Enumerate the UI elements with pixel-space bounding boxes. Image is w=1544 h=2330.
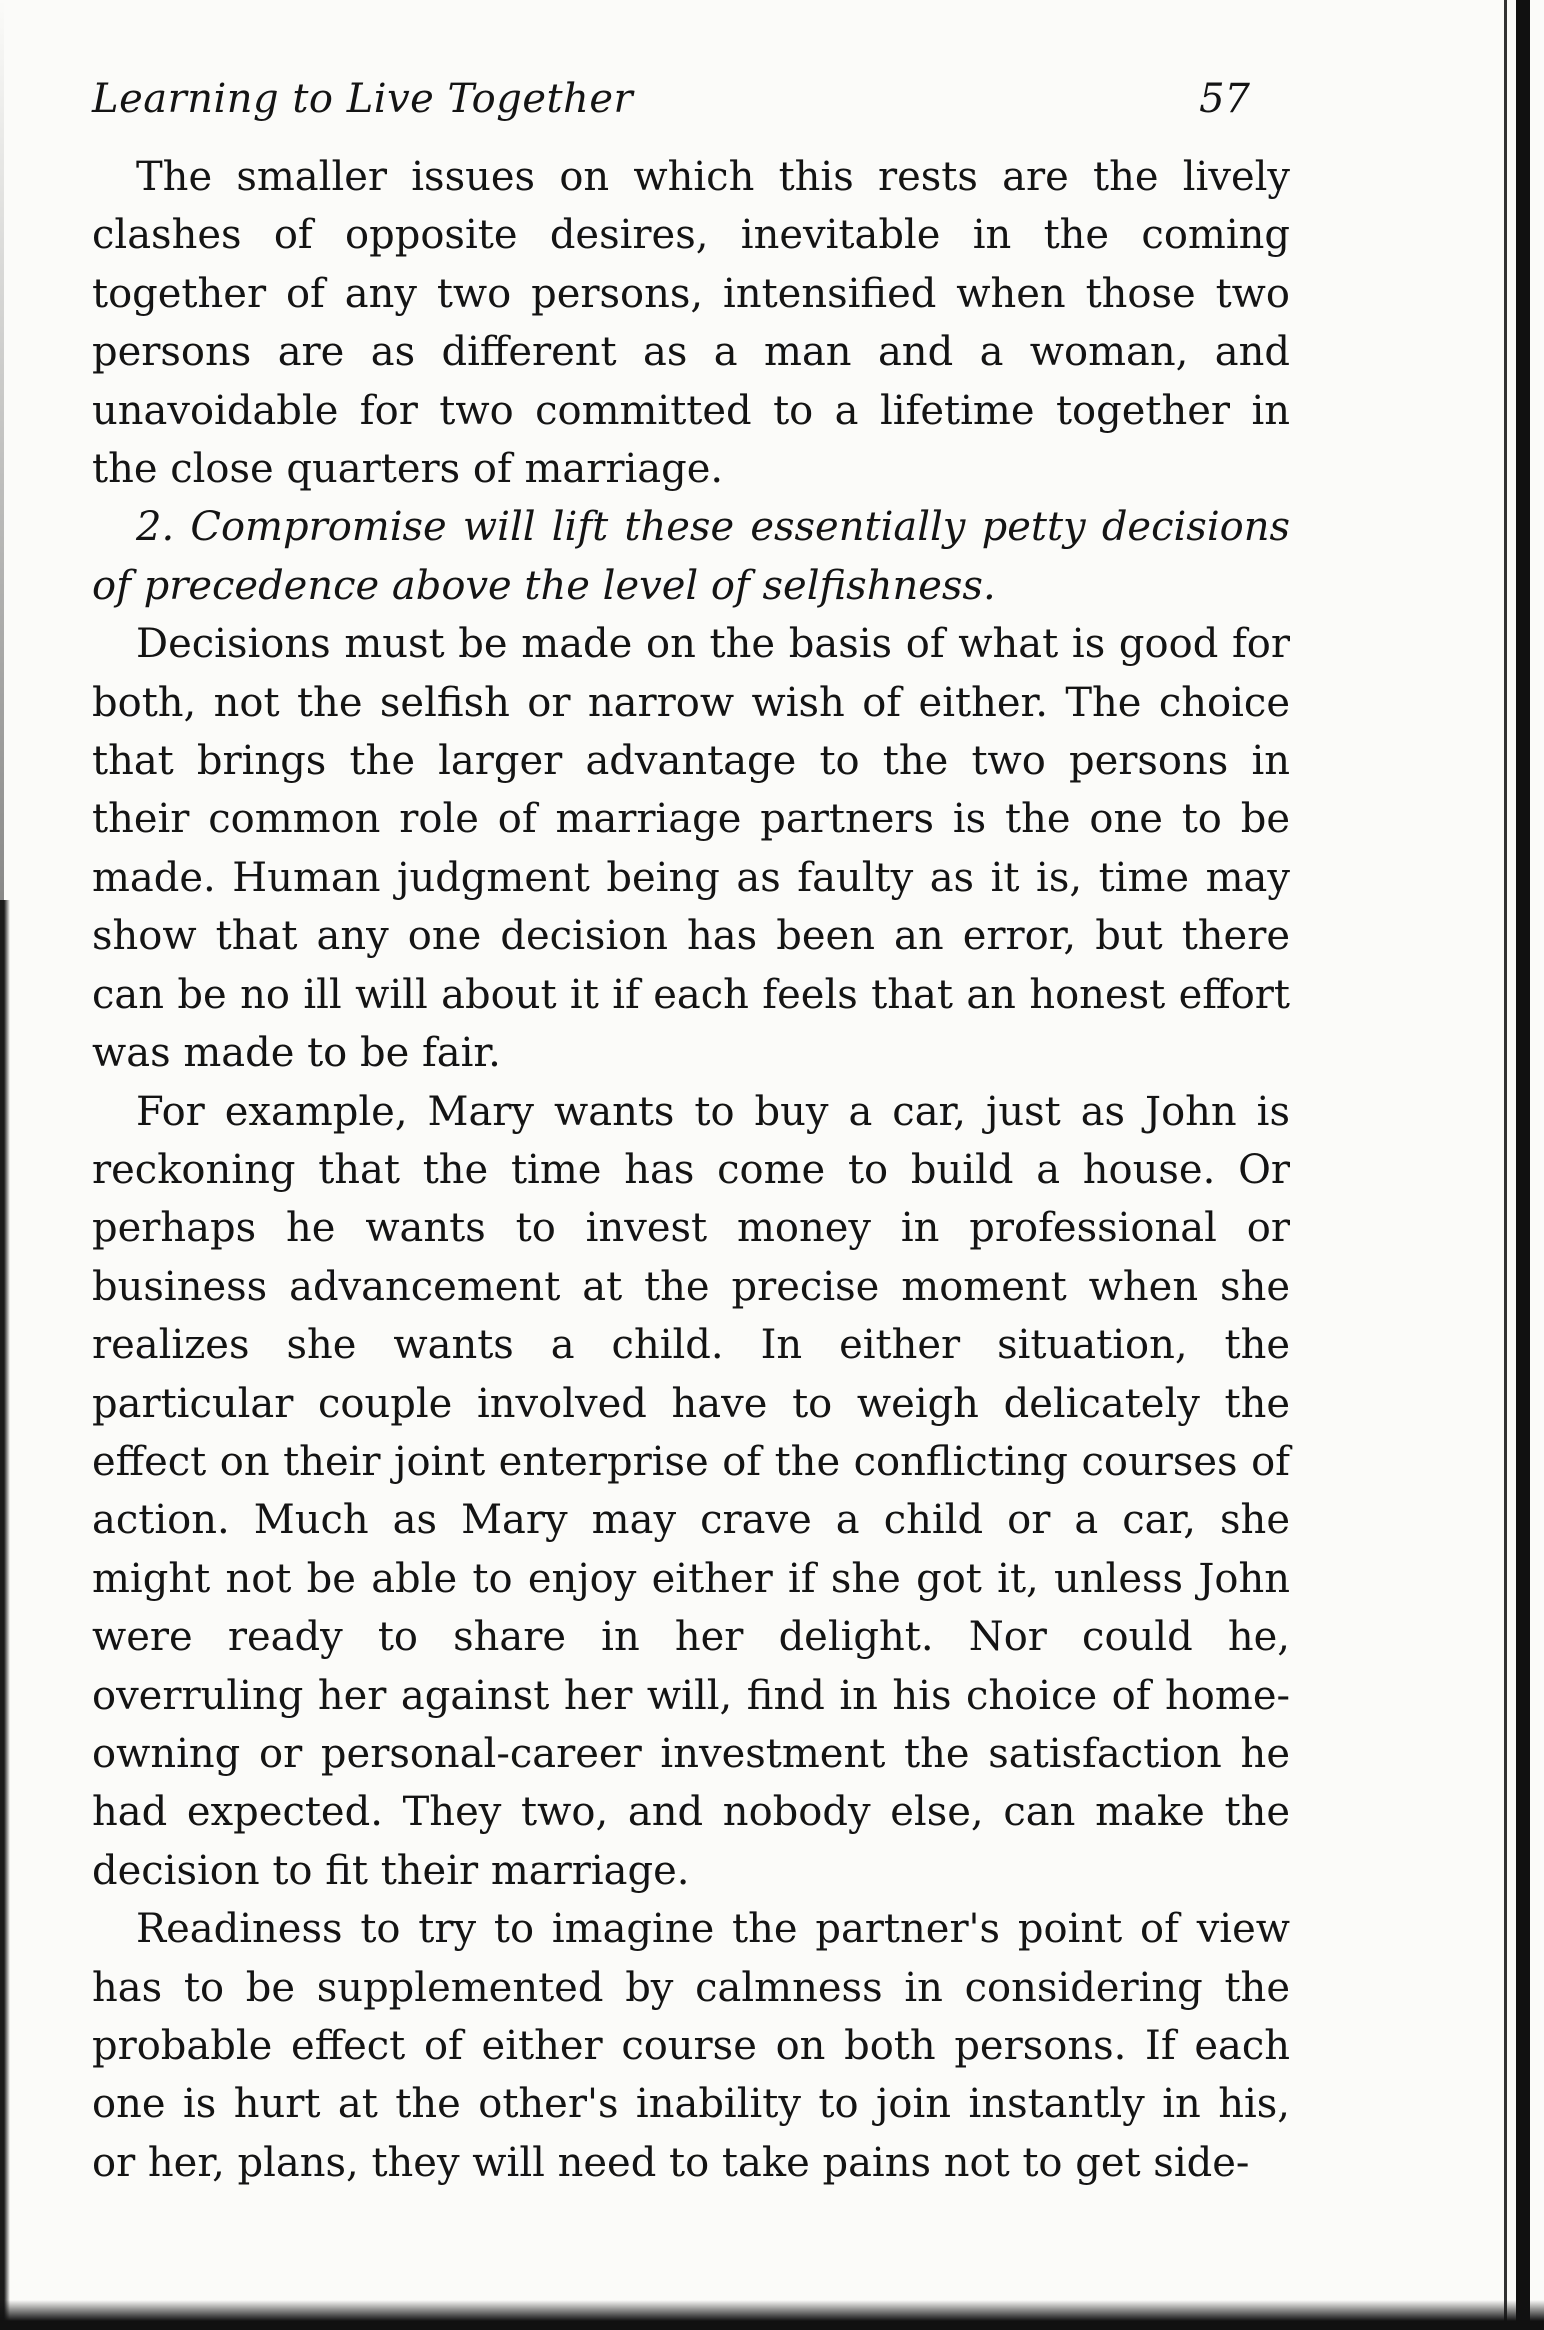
paragraph-2-heading: 2. Compromise will lift these essentially petty decisions of precedence above the level of selfishness. [92, 504, 1290, 609]
page-edge-right-line [1504, 0, 1507, 2330]
running-head [92, 76, 1290, 148]
running-title: Learning to Live Together [92, 76, 634, 122]
page-content [92, 76, 1290, 2192]
page-number: 57 [1199, 76, 1250, 122]
paragraph-3: Decisions must be made on the basis of what is good for both, not the selfish or narrow wish of either. The choice that brings the larger advantage to the two persons in their common role of marriage partners is the one to be made. Human judgment being as faulty as it is, time may show that any one decision has been an error, but there can be no ill will about it if each feels that an honest effort was made to be fair. [92, 621, 1290, 1077]
page-shadow-left [0, 900, 10, 2330]
paragraph-4: For example, Mary wants to buy a car, just as John is reckoning that the time has come to build a house. Or perhaps he wants to invest money in professional or business advancement at the precise moment when she realizes she wants a child. In either situation, the particular couple involved have to weigh delicately the effect on their joint enterprise of the conflicting courses of action. Much as Mary may crave a child or a car, she might not be able to enjoy either if she got it, unless John were ready to share in her delight. Nor could he, overruling her against her will, find in his choice of home-owning or personal-career investment the satisfaction he had expected. They two, and nobody else, can make the decision to fit their marriage. [92, 1088, 1290, 1894]
page-shadow-left-top [0, 0, 4, 900]
page-shadow-bottom [0, 2300, 1544, 2330]
paragraph-5: Readiness to try to imagine the partner's point of view has to be supplemented by calmness in considering the probable effect of either course on both persons. If each one is hurt at the other's inability to join instantly in his, or her, plans, they will need to take pains not to get side- [92, 1906, 1290, 2186]
page-edge-right [1516, 0, 1530, 2330]
paragraph-1: The smaller issues on which this rests are the lively clashes of opposite desires, inevitable in the coming together of any two persons, intensified when those two persons are as different as a man and a woman, and unavoidable for two committed to a lifetime together in the close quarters of marriage. [92, 154, 1290, 493]
